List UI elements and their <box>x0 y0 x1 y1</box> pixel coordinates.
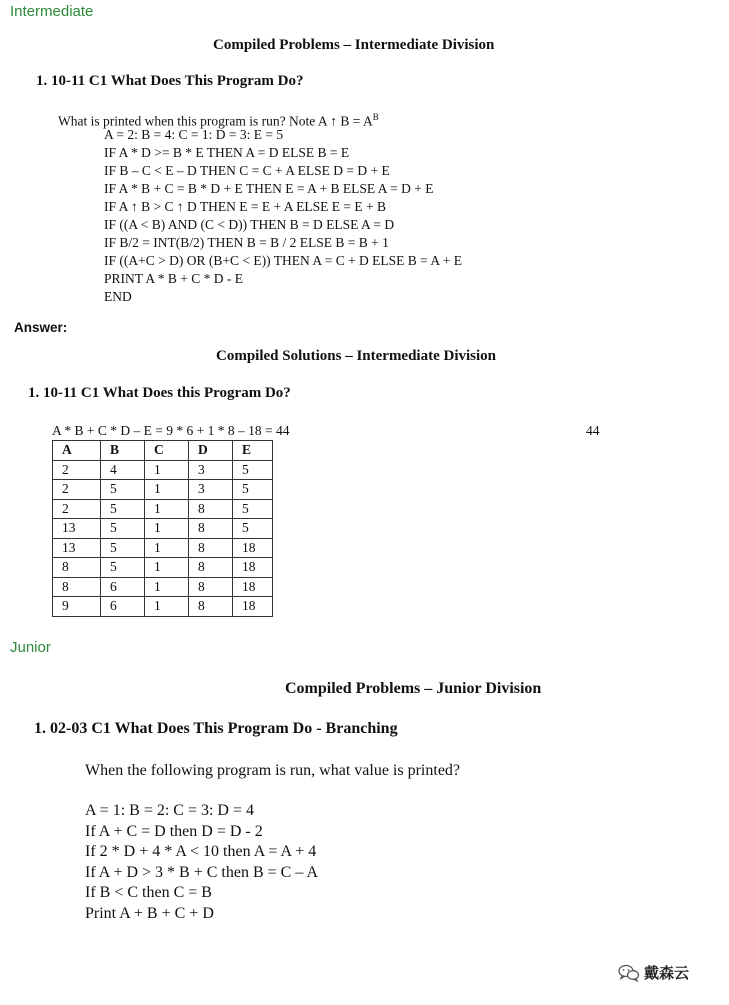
code-line: If B < C then C = B <box>85 884 212 901</box>
solution-formula: A * B + C * D – E = 9 * 6 + 1 * 8 – 18 = 44 <box>52 423 290 438</box>
table-cell: 5 <box>233 460 273 480</box>
table-cell: 8 <box>189 558 233 578</box>
solution-answer: 44 <box>586 423 600 438</box>
table-cell: 5 <box>101 558 145 578</box>
intermediate-problem-heading: 1. 10-11 C1 What Does This Program Do? <box>36 73 304 89</box>
solution-trace-table <box>52 440 273 617</box>
junior-problem-heading: 1. 02-03 C1 What Does This Program Do - Branching <box>34 720 398 737</box>
junior-code-block <box>85 801 318 924</box>
watermark <box>618 962 689 983</box>
table-cell: 6 <box>101 597 145 617</box>
junior-section-label: Junior <box>10 639 51 656</box>
table-cell: 5 <box>233 480 273 500</box>
code-line: IF B – C < E – D THEN C = C + A ELSE D = D + E <box>104 163 390 178</box>
code-line: IF A * B + C = B * D + E THEN E = A + B ELSE A = D + E <box>104 181 434 196</box>
intermediate-solutions-title: Compiled Solutions – Intermediate Division <box>216 348 497 364</box>
code-line: PRINT A * B + C * D - E <box>104 271 244 286</box>
table-row <box>53 519 273 539</box>
intermediate-question-text: What is printed when this program is run? Note A ↑ B = A <box>58 113 373 129</box>
intermediate-problems-title: Compiled Problems – Intermediate Division <box>213 37 495 53</box>
code-line: END <box>104 289 132 304</box>
table-cell: 1 <box>145 597 189 617</box>
watermark-text: 戴森云 <box>644 964 690 982</box>
code-line: A = 1: B = 2: C = 3: D = 4 <box>85 802 254 819</box>
table-header-row <box>53 441 273 461</box>
table-cell: 5 <box>101 538 145 558</box>
table-cell: 8 <box>53 558 101 578</box>
table-cell: 1 <box>145 558 189 578</box>
intermediate-section-label: Intermediate <box>10 3 94 20</box>
code-line: IF A ↑ B > C ↑ D THEN E = E + A ELSE E = E + B <box>104 199 386 214</box>
table-row <box>53 460 273 480</box>
code-line: IF ((A < B) AND (C < D)) THEN B = D ELSE A = D <box>104 217 395 232</box>
table-cell: 18 <box>233 538 273 558</box>
table-cell: 9 <box>53 597 101 617</box>
code-line: A = 2: B = 4: C = 1: D = 3: E = 5 <box>104 127 284 142</box>
table-row <box>53 577 273 597</box>
table-cell: 5 <box>101 480 145 500</box>
table-cell: 3 <box>189 480 233 500</box>
table-header-cell: D <box>189 441 233 461</box>
code-line: IF B/2 = INT(B/2) THEN B = B / 2 ELSE B = B + 1 <box>104 235 389 250</box>
table-cell: 1 <box>145 499 189 519</box>
code-line: IF ((A+C > D) OR (B+C < E)) THEN A = C + D ELSE B = A + E <box>104 253 463 268</box>
intermediate-question-superscript: B <box>372 112 379 122</box>
table-cell: 18 <box>233 597 273 617</box>
table-cell: 8 <box>189 519 233 539</box>
table-header-cell: E <box>233 441 273 461</box>
table-cell: 5 <box>101 499 145 519</box>
table-header-cell: A <box>53 441 101 461</box>
table-row <box>53 597 273 617</box>
code-line: If A + C = D then D = D - 2 <box>85 822 263 840</box>
table-header-cell: B <box>101 441 145 461</box>
table-cell: 13 <box>53 538 101 558</box>
table-cell: 8 <box>53 577 101 597</box>
answer-label: Answer: <box>14 320 68 335</box>
table-cell: 4 <box>101 460 145 480</box>
table-cell: 6 <box>101 577 145 597</box>
table-row <box>53 499 273 519</box>
table-cell: 8 <box>189 538 233 558</box>
table-cell: 5 <box>233 499 273 519</box>
table-cell: 1 <box>145 480 189 500</box>
table-cell: 3 <box>189 460 233 480</box>
code-line: If A + D > 3 * B + C then B = C – A <box>85 863 318 881</box>
table-cell: 5 <box>101 519 145 539</box>
table-cell: 8 <box>189 499 233 519</box>
table-row <box>53 558 273 578</box>
table-cell: 1 <box>145 460 189 480</box>
table-cell: 1 <box>145 577 189 597</box>
table-cell: 2 <box>53 480 101 500</box>
table-cell: 2 <box>53 460 101 480</box>
table-row <box>53 538 273 558</box>
table-cell: 1 <box>145 519 189 539</box>
table-row <box>53 480 273 500</box>
table-cell: 1 <box>145 538 189 558</box>
table-cell: 18 <box>233 558 273 578</box>
wechat-icon <box>618 964 640 982</box>
junior-question: When the following program is run, what value is printed? <box>85 762 461 779</box>
table-cell: 8 <box>189 577 233 597</box>
table-cell: 8 <box>189 597 233 617</box>
table-cell: 2 <box>53 499 101 519</box>
junior-problems-title: Compiled Problems – Junior Division <box>285 680 542 697</box>
code-line: IF A * D >= B * E THEN A = D ELSE B = E <box>104 145 350 160</box>
code-line: If 2 * D + 4 * A < 10 then A = A + 4 <box>85 843 317 860</box>
table-cell: 13 <box>53 519 101 539</box>
table-cell: 5 <box>233 519 273 539</box>
table-cell: 18 <box>233 577 273 597</box>
code-line: Print A + B + C + D <box>85 904 214 922</box>
table-header-cell: C <box>145 441 189 461</box>
intermediate-code-block <box>104 126 462 306</box>
solution-problem-heading: 1. 10-11 C1 What Does this Program Do? <box>28 385 291 401</box>
